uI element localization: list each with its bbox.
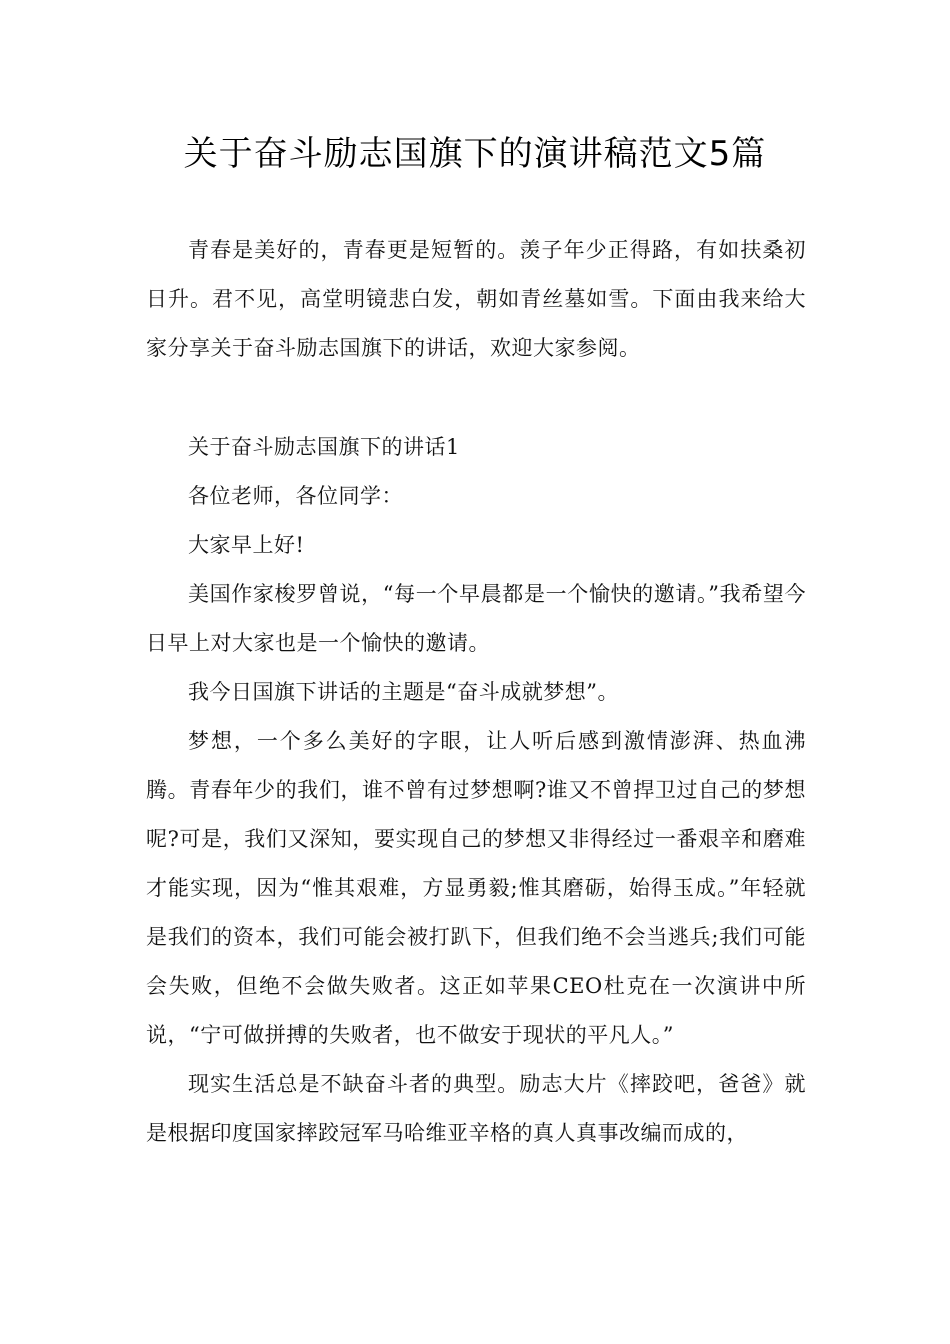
section-heading: 关于奋斗励志国旗下的讲话1 (188, 435, 460, 459)
document-title: 关于奋斗励志国旗下的演讲稿范文5篇 (183, 134, 767, 174)
document-body (146, 226, 806, 1158)
salutation: 各位老师，各位同学： (188, 484, 403, 508)
body-paragraph: 我今日国旗下讲话的主题是“奋斗成就梦想”。 (188, 680, 619, 704)
body-paragraph: 梦想，一个多么美好的字眼，让人听后感到激情澎湃、热血沸腾。青春年少的我们，谁不曾有过梦想啊?谁又不曾捍卫过自己的梦想呢?可是，我们又深知，要实现自己的梦想又非得经过一番艰辛和磨难才能实现，因为“惟其艰难，方显勇毅;惟其磨砺，始得玉成。”年轻就是我们的资本，我们可能会被打趴下，但我们绝不会当逃兵;我们可能会失败，但绝不会做失败者。这正如苹果CEO杜克在一次演讲中所说，“宁可做拼搏的失败者，也不做安于现状的平凡人。” (146, 729, 806, 1047)
body-paragraph: 现实生活总是不缺奋斗者的典型。励志大片《摔跤吧，爸爸》就是根据印度国家摔跤冠军马哈维亚辛格的真人真事改编而成的， (146, 1072, 806, 1145)
intro-paragraph: 青春是美好的，青春更是短暂的。羡子年少正得路，有如扶桑初日升。君不见，高堂明镜悲白发，朝如青丝墓如雪。下面由我来给大家分享关于奋斗励志国旗下的讲话，欢迎大家参阅。 (146, 238, 806, 360)
greeting: 大家早上好! (188, 533, 305, 557)
body-paragraph: 美国作家梭罗曾说，“每一个早晨都是一个愉快的邀请。”我希望今日早上对大家也是一个愉快的邀请。 (146, 582, 806, 655)
paragraph-gap (146, 373, 806, 423)
